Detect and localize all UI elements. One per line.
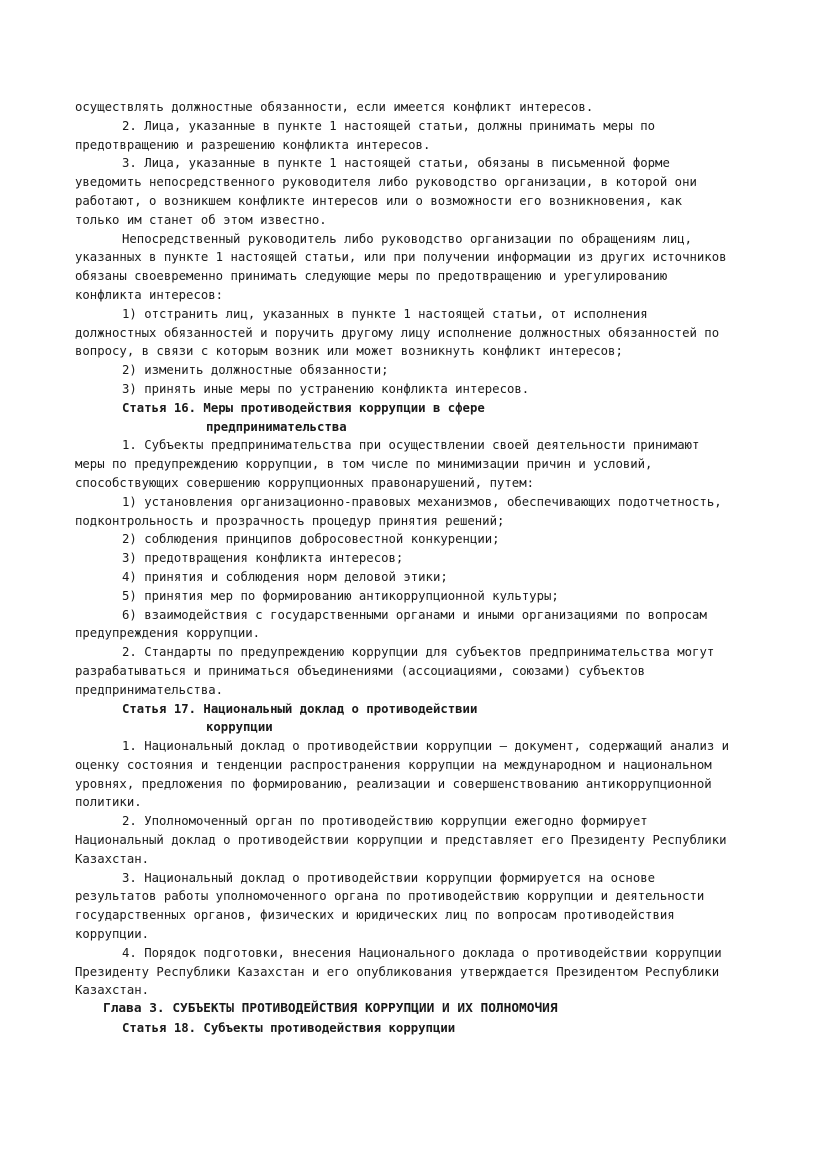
text-line: Президенту Республики Казахстан и его опубликования утверждается Президентом Республики xyxy=(75,964,720,979)
text-line: осуществлять должностные обязанности, если имеется конфликт интересов. xyxy=(75,100,594,114)
text-line: 3) принять иные меры по устранению конфликта интересов. xyxy=(122,381,530,396)
article-heading-line: Статья 16. Меры противодействия коррупции в сфере xyxy=(122,400,485,415)
text-line: 2) соблюдения принципов добросовестной конкуренции; xyxy=(122,532,500,547)
text-line: 3) предотвращения конфликта интересов; xyxy=(122,551,404,566)
text-line: меры по предупреждению коррупции, в том числе по минимизации причин и условий, xyxy=(75,457,653,472)
text-line: 2) изменить должностные обязанности; xyxy=(122,363,389,378)
text-line: 2. Лица, указанные в пункте 1 настоящей статьи, должны принимать меры по xyxy=(122,118,656,133)
text-line: подконтрольность и прозрачность процедур принятия решений; xyxy=(75,513,505,528)
text-line: уведомить непосредственного руководителя либо руководство организации, в которой они xyxy=(75,175,697,190)
text-line: вопросу, в связи с которым возник или может возникнуть конфликт интересов; xyxy=(75,344,623,359)
text-line: должностных обязанностей и поручить другому лицу исполнение должностных обязанностей по xyxy=(75,325,720,340)
text-line: 1. Национальный доклад о противодействии коррупции – документ, содержащий анализ и xyxy=(122,739,730,754)
article-heading-line: Статья 18. Субъекты противодействия коррупции xyxy=(122,1021,456,1036)
text-line: государственных органов, физических и юридических лиц по вопросам противодействия xyxy=(75,908,675,923)
text-line: 3. Национальный доклад о противодействии коррупции формируется на основе xyxy=(122,870,656,885)
chapter-heading-line: Глава 3. СУБЪЕКТЫ ПРОТИВОДЕЙСТВИЯ КОРРУПЦИИ И ИХ ПОЛНОМОЧИЯ xyxy=(103,1001,558,1017)
text-line: обязаны своевременно принимать следующие меры по предотвращению и урегулированию xyxy=(75,269,668,284)
text-line: конфликта интересов: xyxy=(75,287,224,302)
text-line: Национальный доклад о противодействии коррупции и представляет его Президенту Республики xyxy=(75,833,727,848)
text-line: способствующих совершению коррупционных правонарушений, путем: xyxy=(75,475,535,490)
text-line: 3. Лица, указанные в пункте 1 настоящей статьи, обязаны в письменной форме xyxy=(122,156,670,171)
text-line: предотвращению и разрешению конфликта интересов. xyxy=(75,137,431,152)
text-line: предупреждения коррупции. xyxy=(75,626,261,641)
text-line: оценку состояния и тенденции распространения коррупции на международном и национальном xyxy=(75,757,712,772)
text-line: уровнях, предложения по формированию, реализации и совершенствованию антикоррупционной xyxy=(75,776,712,791)
text-line: Казахстан. xyxy=(75,983,150,998)
text-line: результатов работы уполномоченного органа по противодействию коррупции и деятельности xyxy=(75,889,705,904)
text-line: политики. xyxy=(75,795,142,810)
article-heading-line: Статья 17. Национальный доклад о противодействии xyxy=(122,701,478,716)
text-line: Непосредственный руководитель либо руководство организации по обращениям лиц, xyxy=(122,231,693,246)
text-line: работают, о возникшем конфликте интересов или о возможности его возникновения, как xyxy=(75,193,683,208)
text-line: 1) отстранить лиц, указанных в пункте 1 настоящей статьи, от исполнения xyxy=(122,306,648,321)
text-line: 4) принятия и соблюдения норм деловой этики; xyxy=(122,569,448,584)
text-line: только им станет об этом известно. xyxy=(75,212,327,227)
text-line: 5) принятия мер по формированию антикоррупционной культуры; xyxy=(122,588,559,603)
text-line: указанных в пункте 1 настоящей статьи, или при получении информации из других источников xyxy=(75,250,727,265)
text-line: 6) взаимодействия с государственными органами и иными организациями по вопросам xyxy=(122,607,707,622)
text-line: 1) установления организационно-правовых механизмов, обеспечивающих подотчетность, xyxy=(122,494,722,509)
text-line: 2. Уполномоченный орган по противодействию коррупции ежегодно формирует xyxy=(122,814,648,829)
document-page xyxy=(75,98,755,1038)
text-line: коррупции. xyxy=(75,927,150,942)
text-line: разрабатываться и приниматься объединениями (ассоциациями, союзами) субъектов xyxy=(75,663,646,678)
article-heading-line: коррупции xyxy=(206,720,273,735)
text-line: 4. Порядок подготовки, внесения Национального доклада о противодействии коррупции xyxy=(122,945,722,960)
text-line: предпринимательства. xyxy=(75,682,224,697)
text-line: Казахстан. xyxy=(75,851,150,866)
article-heading-line: предпринимательства xyxy=(206,419,347,434)
text-line: 1. Субъекты предпринимательства при осуществлении своей деятельности принимают xyxy=(122,438,700,453)
text-line: 2. Стандарты по предупреждению коррупции для субъектов предпринимательства могут xyxy=(122,645,715,660)
